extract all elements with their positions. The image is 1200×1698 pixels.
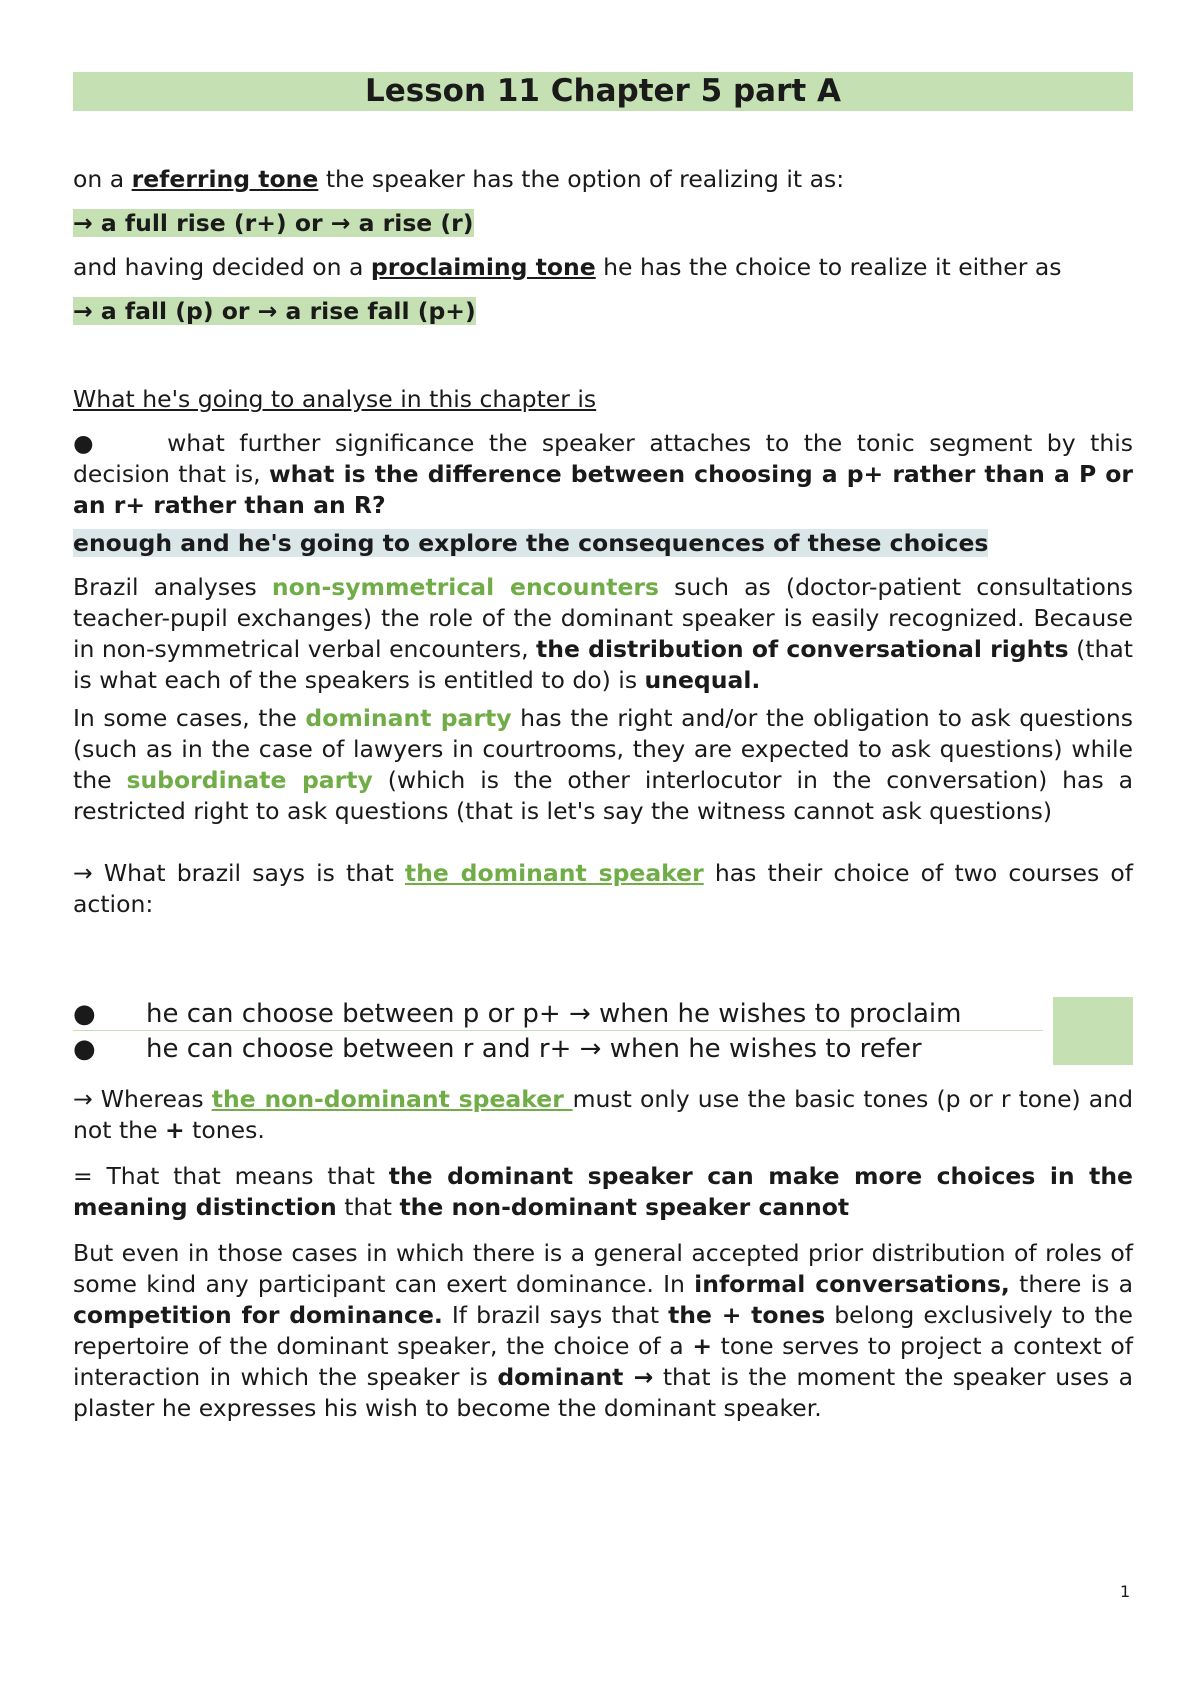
paragraph-rise-options: → a full rise (r+) or → a rise (r) bbox=[73, 209, 474, 237]
paragraph-dominant-party: In some cases, the dominant party has the right and/or the obligation to ask questions (such as in the case of lawyers in courtrooms, they are expected to ask questions) while the subordinate party (which is the other interlocutor in the conversation) has a restricted right to ask questions (that is let's say the witness cannot ask questions) bbox=[73, 704, 1133, 825]
term-referring-tone: referring tone bbox=[131, 165, 319, 193]
paragraph-proclaiming-tone: and having decided on a proclaiming tone he has the choice to realize it either as bbox=[73, 253, 1062, 281]
paragraph-non-dominant: → Whereas the non-dominant speaker must only use the basic tones (p or r tone) and not the + tones. bbox=[73, 1085, 1134, 1144]
bullet-paragraph-significance: ● what further significance the speaker attaches to the tonic segment by this decision that is, what is the difference between choosing a p+ rather than a P or an r+ rather than an R? bbox=[73, 429, 1133, 519]
section-heading-analysis: What he's going to analyse in this chapter is bbox=[73, 385, 597, 413]
bullet-proclaim: ● he can choose between p or p+ → when he wishes to proclaim bbox=[73, 999, 962, 1029]
bullet-refer: ● he can choose between r and r+ → when he wishes to refer bbox=[73, 1034, 922, 1064]
paragraph-consequences: enough and he's going to explore the consequences of these choices bbox=[73, 529, 989, 557]
page-number: 1 bbox=[1120, 1582, 1131, 1601]
paragraph-meaning-distinction: = That that means that the dominant speaker can make more choices in the meaning distinction that the non-dominant speaker cannot bbox=[73, 1162, 1133, 1221]
bullet-dot: ● bbox=[73, 1034, 96, 1064]
bullet-dot: ● bbox=[73, 429, 101, 457]
paragraph-fall-options: → a fall (p) or → a rise fall (p+) bbox=[73, 297, 476, 325]
page-title: Lesson 11 Chapter 5 part A bbox=[73, 72, 1133, 111]
paragraph-courses-of-action: → What brazil says is that the dominant speaker has their choice of two courses of action: bbox=[73, 859, 1133, 918]
paragraph-non-symmetrical: Brazil analyses non-symmetrical encounters such as (doctor-patient consultations teacher-pupil exchanges) the role of the dominant speaker is easily recognized. Because in non-symmetrical verbal encounters, the distribution of conversational rights (that is what each of the speakers is entitled to do) is unequal. bbox=[73, 573, 1133, 694]
highlight-box bbox=[1053, 997, 1133, 1065]
paragraph-referring-tone: on a referring tone the speaker has the option of realizing it as: bbox=[73, 165, 845, 193]
paragraph-competition-dominance: But even in those cases in which there is a general accepted prior distribution of roles of some kind any participant can exert dominance. In informal conversations, there is a competition for dominance. If brazil says that the + tones belong exclusively to the repertoire of the dominant speaker, the choice of a + tone serves to project a context of interaction in which the speaker is dominant → that is the moment the speaker uses a plaster he expresses his wish to become the dominant speaker. bbox=[73, 1239, 1134, 1422]
term-proclaiming-tone: proclaiming tone bbox=[370, 253, 596, 281]
bullet-dot: ● bbox=[73, 999, 96, 1029]
